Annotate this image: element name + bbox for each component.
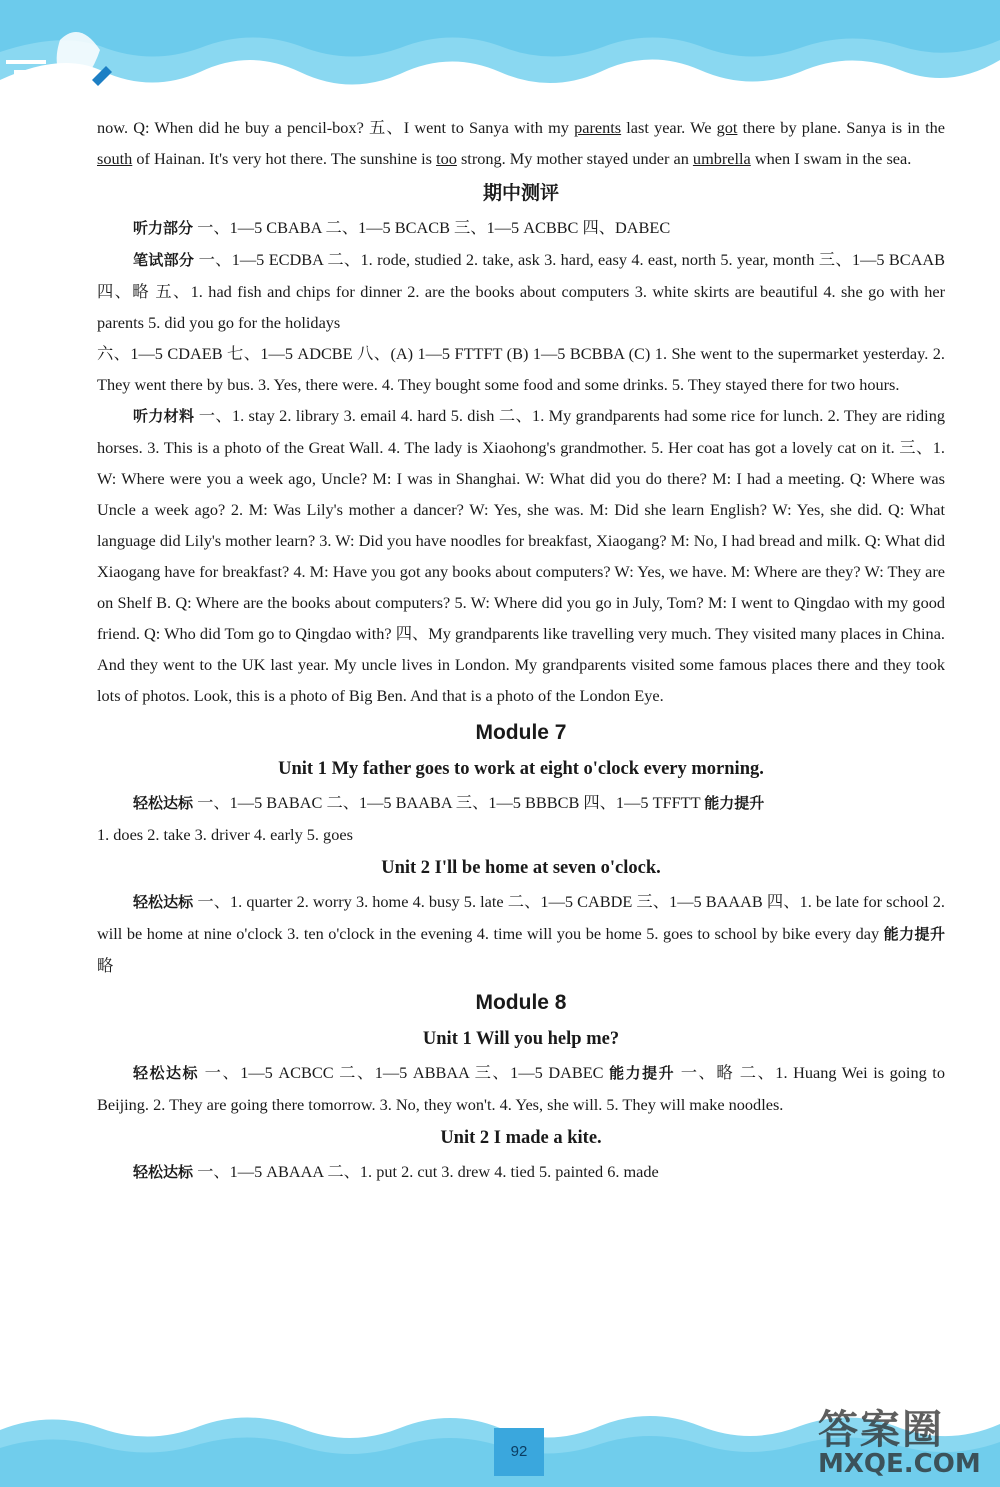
unit-title: Unit 1 Will you help me? bbox=[422, 1029, 620, 1049]
section-label: 能力提升 bbox=[704, 794, 765, 812]
section-label: 能力提升 bbox=[883, 925, 945, 943]
section-label: 轻松达标 bbox=[133, 1163, 194, 1181]
answer-blank: umbrella bbox=[692, 149, 751, 168]
listening-answers: 听力部分 一、1—5 CBABA 二、1—5 BCACB 三、1—5 ACBBC 四、DABEC bbox=[133, 218, 671, 237]
section-heading-midterm: 期中测评 bbox=[482, 182, 559, 204]
unit-answers: 轻松达标 一、1—5 ABAAA 二、1. put 2. cut 3. drew 4. tied 5. painted 6. made bbox=[133, 1162, 659, 1181]
module-heading-7: Module 7 bbox=[475, 721, 567, 744]
unit-answers: 轻松达标 一、1—5 BABAC 二、1—5 BAABA 三、1—5 BBBCB 四、1—5 TFFTT 能力提升 bbox=[133, 793, 765, 812]
unit-title: Unit 1 My father goes to work at eight o'clock every morning. bbox=[278, 759, 764, 779]
unit-answers-continued: 1. does 2. take 3. driver 4. early 5. goes bbox=[97, 825, 353, 844]
top-wave-banner bbox=[0, 0, 1000, 110]
unit-answers: 轻松达标 一、1. quarter 2. worry 3. home 4. busy 5. late 二、1—5 CABDE 三、1—5 BAAAB 四、1. be late for school 2. will be home at nine o'clock 3. ten o'clock in the evening 4. time will you be home 5. goes to school by bike every day 能力提升 略 bbox=[97, 892, 945, 975]
section-label: 听力部分 bbox=[133, 219, 194, 237]
section-label: 轻松达标 bbox=[133, 1064, 200, 1082]
watermark-logo bbox=[818, 1398, 990, 1482]
watermark-url: MXQE.COM bbox=[818, 1449, 981, 1479]
answer-key-content bbox=[97, 112, 945, 1188]
answer-blank: got bbox=[716, 118, 738, 137]
section-label: 能力提升 bbox=[609, 1064, 676, 1082]
section-label: 轻松达标 bbox=[133, 794, 194, 812]
unit-title: Unit 2 I made a kite. bbox=[440, 1128, 602, 1148]
section-label: 笔试部分 bbox=[133, 251, 195, 269]
listening-material: 听力材料 一、1. stay 2. library 3. email 4. hard 5. dish 二、1. My grandparents had some rice for lunch. 2. They are riding horses. 3. This is a photo of the Great Wall. 4. The lady is Xiaohong's grandmother. 5. Her coat has got a lovely cat on it. 三、1. W: Where were you a week ago, Uncle? M: I was in Shanghai. W: What did you do there? M: I had a meeting. Q: Where was Uncle a week ago? 2. M: Was Lily's mother a dancer? W: Yes, she was. M: Did she learn English? W: Yes, she did. Q: What language did Lily's mother learn? 3. W: Did you have noodles for breakfast, Xiaogang? M: No, I had bread and milk. Q: What did Xiaogang have for breakfast? 4. M: Have you got any books about computers? W: Yes, we have. M: Where are they? W: They are on Shelf B. Q: Where are the books about computers? 5. W: Where did you go in July, Tom? M: I went to Qingdao with my good friend. Q: Who did Tom go to Qingdao with? 四、My grandparents like travelling very much. They visited many places in China. And they went to the UK last year. My uncle lives in London. My grandparents visited some famous places there and they took lots of photos. Look, this is a photo of Big Ben. And that is a photo of the London Eye. bbox=[97, 406, 945, 705]
watermark-text: 答案圈 bbox=[818, 1407, 944, 1453]
continued-answers: now. Q: When did he buy a pencil-box? 五、I went to Sanya with my parents last year. We got there by plane. Sanya is in the south of Hainan. It's very hot there. The sunshine is too strong. My mother stayed under an umbrella when I swam in the sea. bbox=[97, 118, 946, 168]
module-heading-8: Module 8 bbox=[475, 991, 567, 1014]
unit-title: Unit 2 I'll be home at seven o'clock. bbox=[381, 858, 661, 878]
answer-blank: too bbox=[436, 149, 457, 168]
section-label: 轻松达标 bbox=[133, 893, 194, 911]
answer-blank: south bbox=[97, 149, 133, 168]
answer-blank: parents bbox=[574, 118, 622, 137]
unit-answers: 轻松达标 一、1—5 ACBCC 二、1—5 ABBAA 三、1—5 DABEC 能力提升 一、略 二、1. Huang Wei is going to Beijing. 2. They are going there tomorrow. 3. No, they won't. 4. Yes, she will. 5. They will make noodles. bbox=[97, 1063, 945, 1114]
section-label: 听力材料 bbox=[133, 407, 195, 425]
written-answers-continued: 六、1—5 CDAEB 七、1—5 ADCBE 八、(A) 1—5 FTTFT (B) 1—5 BCBBA (C) 1. She went to the supermarket yesterday. 2. They went there by bus. 3. Yes, there were. 4. They bought some food and some drinks. 5. They stayed there for two hours. bbox=[97, 344, 945, 394]
page-number: 92 bbox=[494, 1428, 544, 1476]
written-answers: 笔试部分 一、1—5 ECDBA 二、1. rode, studied 2. take, ask 3. hard, easy 4. east, north 5. year, month 三、1—5 BCAAB 四、略 五、1. had fish and chips for dinner 2. are the books about computers 3. white skirts are beautiful 4. she go with her parents 5. did you go for the holidays bbox=[97, 250, 945, 332]
